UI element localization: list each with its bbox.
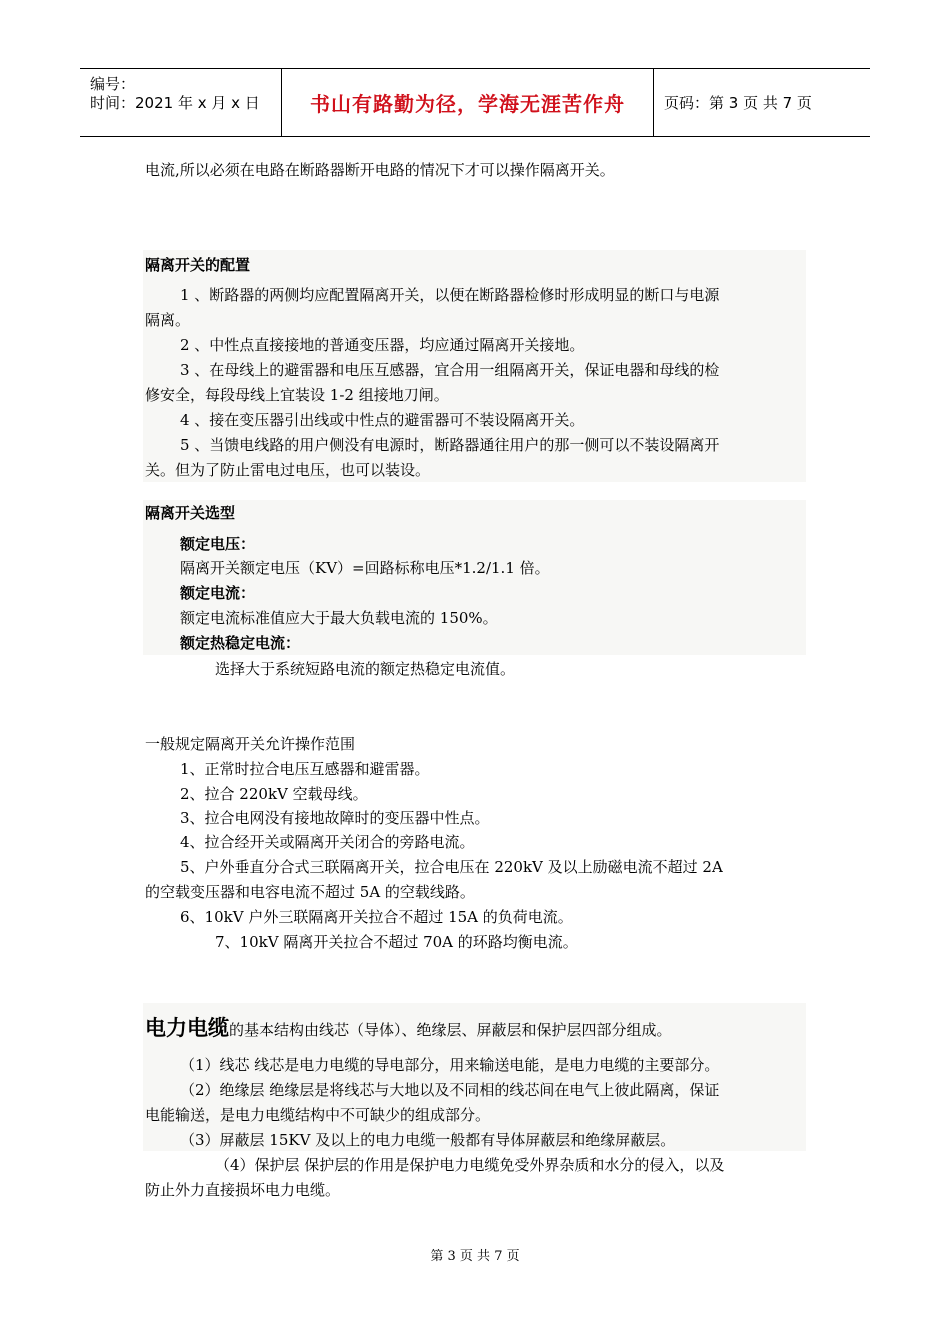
config-title: 隔离开关的配置 [145, 256, 251, 274]
config-line-1: 1 、断路器的两侧均应配置隔离开关，以便在断路器检修时形成明显的断口与电源 [180, 286, 720, 304]
config-line-6: 4 、接在变压器引出线或中性点的避雷器可不装设隔离开关。 [180, 411, 585, 429]
config-line-5: 修安全，每段母线上宜装设 1-2 组接地刀闸。 [145, 386, 449, 404]
range-title: 一般规定隔离开关允许操作范围 [145, 735, 356, 753]
cable-line-6: 防止外力直接损坏电力电缆。 [145, 1181, 341, 1199]
page-label: 页码：第 3 页 共 7 页 [664, 94, 812, 112]
motto: 书山有路勤为径，学海无涯苦作舟 [310, 92, 625, 116]
range-line-7: 6、10kV 户外三联隔离开关拉合不超过 15A 的负荷电流。 [180, 908, 573, 926]
cable-heading [145, 1013, 672, 1045]
header-info-cell [80, 69, 282, 136]
rated-voltage-text: 隔离开关额定电压（KV）=回路标称电压*1.2/1.1 倍。 [180, 559, 550, 577]
intro-text: 电流,所以必须在电路在断路器断开电路的情况下才可以操作隔离开关。 [145, 161, 615, 179]
cable-line-1: （1）线芯 线芯是电力电缆的导电部分，用来输送电能，是电力电缆的主要部分。 [180, 1056, 720, 1074]
cable-line-2: （2）绝缘层 绝缘层是将线芯与大地以及不同相的线芯间在电气上彼此隔离，保证 [180, 1081, 720, 1099]
config-line-7: 5 、当馈电线路的用户侧没有电源时，断路器通往用户的那一侧可以不装设隔离开 [180, 436, 720, 454]
range-line-5: 5、户外垂直分合式三联隔离开关，拉合电压在 220kV 及以上励磁电流不超过 2A [180, 858, 723, 876]
config-line-8: 关。但为了防止雷电过电压，也可以装设。 [145, 461, 431, 479]
cable-line-3: 电能输送，是电力电缆结构中不可缺少的组成部分。 [145, 1106, 491, 1124]
range-line-3: 3、拉合电网没有接地故障时的变压器中性点。 [180, 809, 490, 827]
rated-voltage-label: 额定电压： [180, 535, 256, 553]
thermal-text: 选择大于系统短路电流的额定热稳定电流值。 [215, 660, 516, 678]
range-line-2: 2、拉合 220kV 空载母线。 [180, 785, 368, 803]
cable-line-5: （4）保护层 保护层的作用是保护电力电缆免受外界杂质和水分的侵入，以及 [215, 1156, 725, 1174]
page-header [80, 68, 870, 137]
range-line-8: 7、10kV 隔离开关拉合不超过 70A 的环路均衡电流。 [215, 933, 578, 951]
range-line-4: 4、拉合经开关或隔离开关闭合的旁路电流。 [180, 833, 475, 851]
page-footer: 第 3 页 共 7 页 [430, 1249, 520, 1264]
range-line-6: 的空载变压器和电容电流不超过 5A 的空载线路。 [145, 883, 475, 901]
header-page-cell [654, 69, 870, 136]
config-line-2: 隔离。 [145, 311, 191, 329]
thermal-label: 额定热稳定电流： [180, 634, 301, 652]
cable-line-4: （3）屏蔽层 15KV 及以上的电力电缆一般都有导体屏蔽层和绝缘屏蔽层。 [180, 1131, 676, 1149]
cable-title: 电力电缆 [145, 1016, 229, 1040]
rated-current-label: 额定电流： [180, 584, 256, 602]
config-line-3: 2 、中性点直接接地的普通变压器，均应通过隔离开关接地。 [180, 336, 585, 354]
range-line-1: 1、正常时拉合电压互感器和避雷器。 [180, 760, 430, 778]
cable-title-rest: 的基本结构由线芯（导体）、绝缘层、屏蔽层和保护层四部分组成。 [229, 1021, 672, 1039]
config-line-4: 3 、在母线上的避雷器和电压互感器，宜合用一组隔离开关，保证电器和母线的检 [180, 361, 720, 379]
header-motto-cell [282, 69, 654, 136]
date-line: 时间：2021 年 x 月 x 日 [90, 94, 260, 112]
selection-title: 隔离开关选型 [145, 504, 236, 522]
number-label: 编号： [90, 75, 136, 93]
rated-current-text: 额定电流标准值应大于最大负载电流的 150%。 [180, 609, 498, 627]
